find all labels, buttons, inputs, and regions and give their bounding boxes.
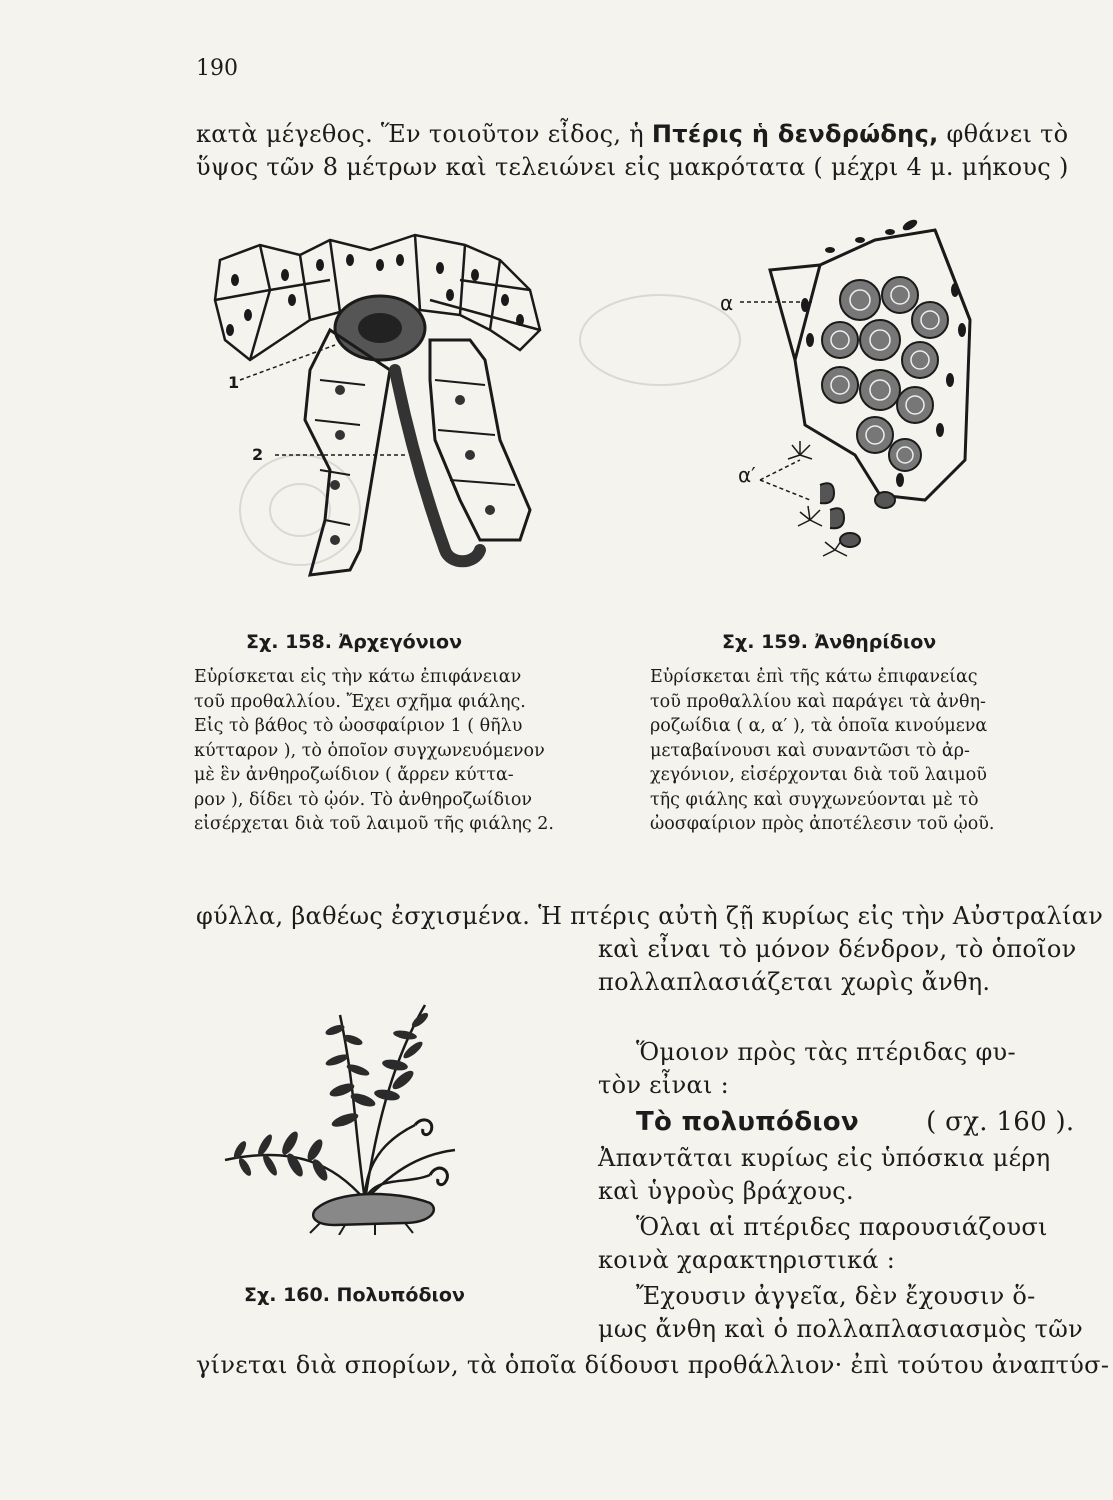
body-line-4: Ὅμοιον πρὸς τὰς πτέριδας φυ- [636, 1038, 1016, 1066]
caption-line: χεγόνιον, εἰσέρχονται διὰ τοῦ λαιμοῦ [650, 765, 987, 785]
body-line-12: μως ἄνθη καὶ ὁ πολλαπλασιασμὸς τῶν [598, 1315, 1083, 1343]
figure-label-a: α [720, 291, 734, 315]
caption-line: εἰσέρχεται διὰ τοῦ λαιμοῦ τῆς φιάλης 2. [194, 814, 554, 834]
body-line-5: τὸν εἶναι : [598, 1071, 730, 1099]
antheridium-illustration [700, 210, 1020, 590]
caption-line: μεταβαίνουσι καὶ συναντῶσι τὸ ἀρ- [650, 740, 970, 761]
figure-label-1: 1 [228, 373, 240, 392]
caption-line: τοῦ προθαλλίου καὶ παράγει τὰ ἀνθη- [650, 691, 986, 712]
figure-160-caption-title: Σχ. 160. Πολυπόδιον [244, 1284, 465, 1306]
polypodium-heading: Τὸ πολυπόδιον [636, 1107, 859, 1137]
figure-reference: ( σχ. 160 ). [926, 1107, 1075, 1137]
caption-line: Εὑρίσκεται εἰς τὴν κάτω ἐπιφάνειαν [194, 667, 522, 687]
caption-line: μὲ ἓν ἀνθηροζωίδιον ( ἄρρεν κύττα- [194, 765, 514, 785]
figure-158-caption-title: Σχ. 158. Ἀρχεγόνιον [246, 631, 463, 653]
caption-line: ρον ), δίδει τὸ ᾠόν. Τὸ ἀνθηροζωίδιον [194, 789, 533, 810]
body-line-6 [636, 1106, 1074, 1139]
body-line-9: Ὅλαι αἱ πτέριδες παρουσιάζουσι [636, 1213, 1048, 1241]
species-name: Πτέρις ἡ δενδρώδης, [651, 120, 939, 148]
intro-text: φθάνει τὸ [938, 120, 1069, 148]
caption-line: ροζωίδια ( α, α′ ), τὰ ὁποῖα κινούμενα [650, 716, 988, 736]
body-line-2: καὶ εἶναι τὸ μόνον δένδρον, τὸ ὁποῖον [598, 935, 1077, 963]
body-line-1: φύλλα, βαθέως ἐσχισμένα. Ἡ πτέρις αὐτὴ ζῇ κυρίως εἰς τὴν Αὐστραλίαν [196, 902, 1104, 930]
caption-line: κύτταρον ), τὸ ὁποῖον συγχωνευόμενον [194, 740, 545, 761]
figure-label-2: 2 [252, 445, 264, 464]
figure-158-caption [194, 665, 584, 837]
page-number: 190 [196, 56, 238, 81]
figure-label-a-prime: α′ [738, 463, 756, 487]
intro-line-2: ὕψος τῶν 8 μέτρων καὶ τελειώνει εἰς μακρότατα ( μέχρι 4 μ. μήκους ) [196, 153, 1069, 181]
archegonium-illustration [200, 220, 560, 590]
caption-line: Εἰς τὸ βάθος τὸ ὠοσφαίριον 1 ( θῆλυ [194, 716, 523, 736]
body-line-8: καὶ ὑγροὺς βράχους. [598, 1177, 854, 1205]
intro-text: κατὰ μέγεθος. Ἕν τοιοῦτον εἶδος, ἡ [196, 120, 652, 148]
polypodium-fern-illustration [215, 985, 505, 1235]
body-line-13: γίνεται διὰ σπορίων, τὰ ὁποῖα δίδουσι προθάλλιον· ἐπὶ τούτου ἀναπτύσ- [196, 1351, 1110, 1379]
caption-line: ὠοσφαίριον πρὸς ἀποτέλεσιν τοῦ ᾠοῦ. [650, 814, 995, 834]
caption-line: τοῦ προθαλλίου. Ἔχει σχῆμα φιάλης. [194, 691, 526, 712]
caption-line: τῆς φιάλης καὶ συγχωνεύονται μὲ τὸ [650, 789, 979, 810]
figure-159-caption-title: Σχ. 159. Ἀνθηρίδιον [722, 631, 937, 653]
body-line-3: πολλαπλασιάζεται χωρὶς ἄνθη. [598, 968, 991, 996]
body-line-10: κοινὰ χαρακτηριστικά : [598, 1246, 896, 1274]
caption-line: Εὑρίσκεται ἐπὶ τῆς κάτω ἐπιφανείας [650, 667, 978, 687]
body-line-7: Ἀπαντᾶται κυρίως εἰς ὑπόσκια μέρη [598, 1144, 1051, 1172]
figure-159-caption [650, 665, 1040, 837]
intro-line-1 [196, 118, 1068, 151]
body-line-11: Ἔχουσιν ἀγγεῖα, δὲν ἔχουσιν ὅ- [636, 1282, 1036, 1310]
